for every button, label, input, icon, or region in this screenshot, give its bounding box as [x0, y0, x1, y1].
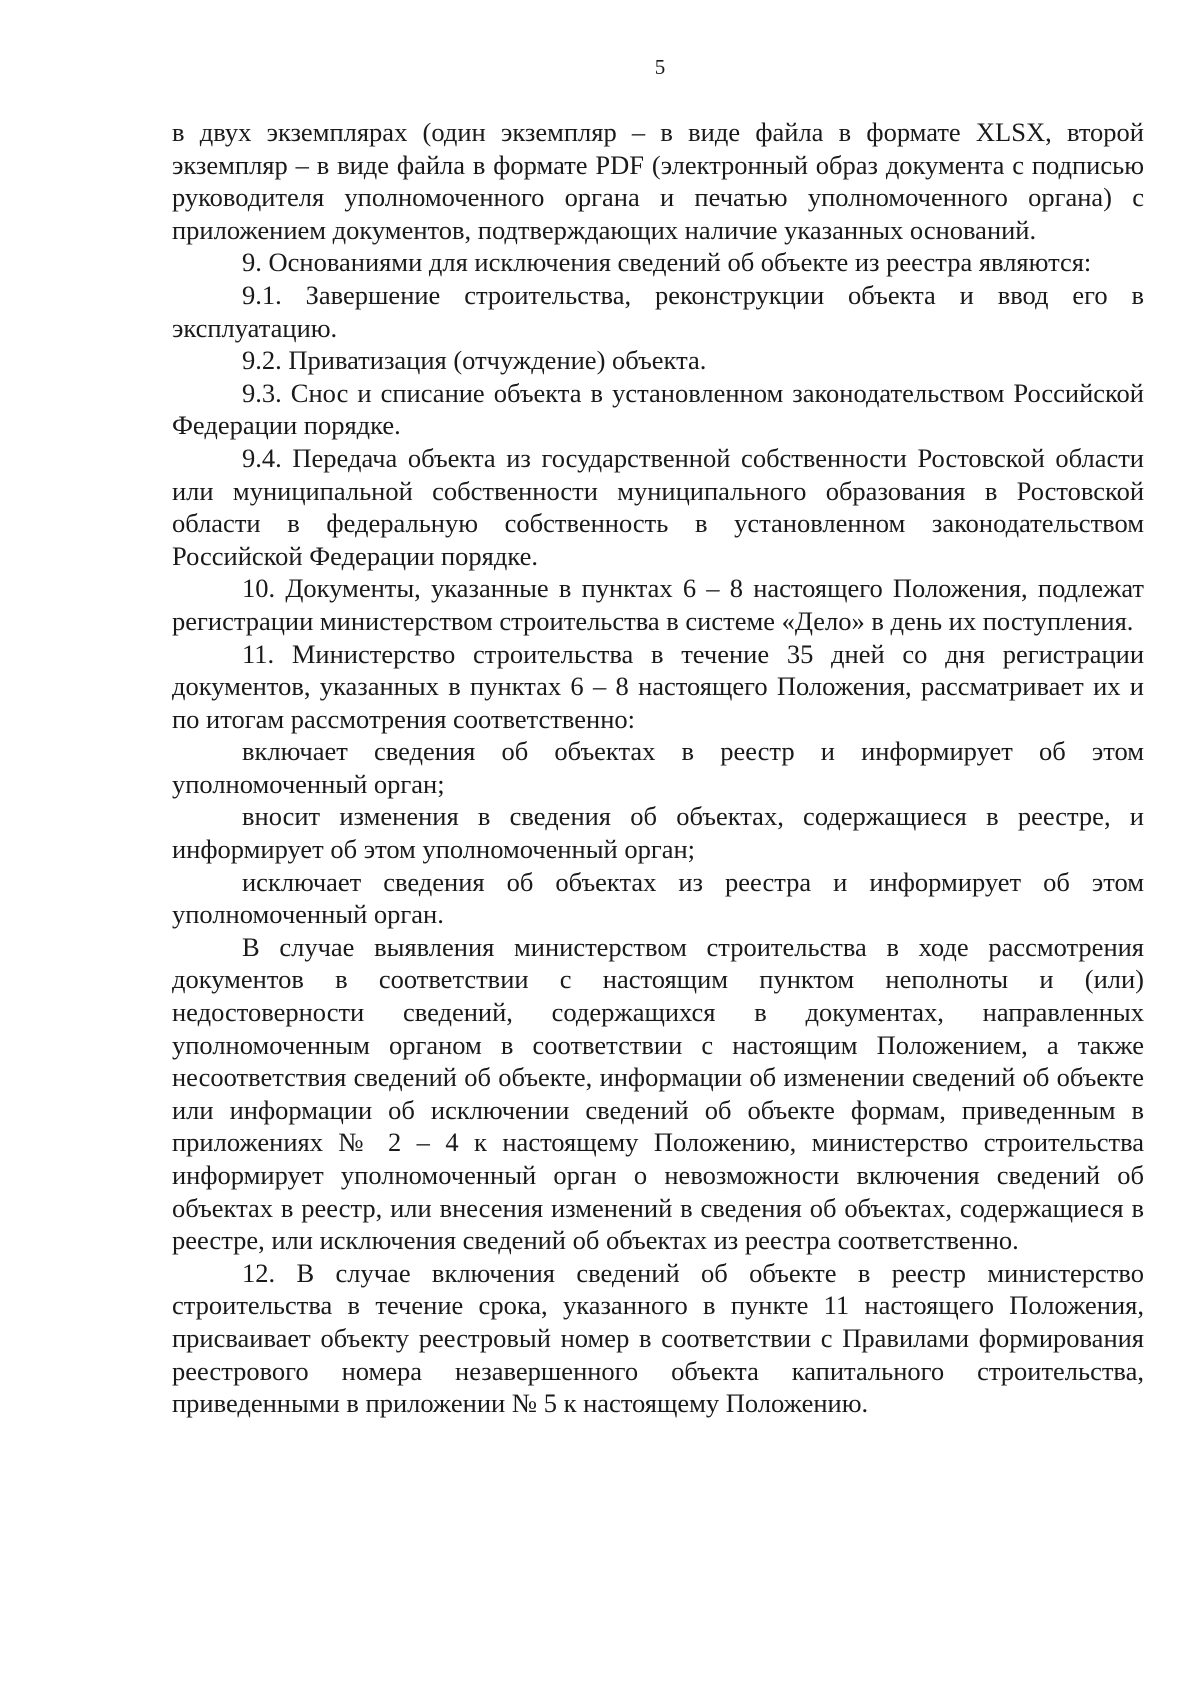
paragraph-9-2: 9.2. Приватизация (отчуждение) объекта.: [242, 345, 707, 376]
document-body: [172, 116, 1144, 1420]
paragraph-12: 12. В случае включения сведений об объекте в реестр министерство строительства в течение срока, указанного в пункте 11 настоящего Положения, присваивает объекту реестровый номер в соответствии с Правилами формирования реестрового номера незавершенного объекта капитального строительства, приведенными в приложении № 5 к настоящему Положению.: [172, 1257, 1144, 1419]
paragraph-10: 10. Документы, указанные в пунктах 6 – 8 настоящего Положения, подлежат регистрации министерством строительства в системе «Дело» в день их поступления.: [172, 573, 1144, 636]
paragraph-11-includes: включает сведения об объектах в реестр и информирует об этом уполномоченный орган;: [172, 736, 1144, 799]
paragraph-11-amends: вносит изменения в сведения об объектах, содержащиеся в реестре, и информирует об этом уполномоченный орган;: [172, 801, 1144, 865]
page-number: 5: [654, 55, 666, 79]
paragraph-11: 11. Министерство строительства в течение 35 дней со дня регистрации документов, указанных в пунктах 6 – 8 настоящего Положения, рассматривает их и по итогам рассмотрения соответственно:: [172, 638, 1144, 734]
paragraph-9-3: 9.3. Снос и списание объекта в установленном законодательством Российской Федерации порядке.: [172, 377, 1144, 441]
paragraph-9-1: 9.1. Завершение строительства, реконструкции объекта и ввод его в эксплуатацию.: [172, 279, 1144, 343]
paragraph-9: 9. Основаниями для исключения сведений об объекте из реестра являются:: [242, 247, 1092, 278]
paragraph-11-excludes: исключает сведения об объектах из реестра и информирует об этом уполномоченный орган.: [172, 866, 1144, 930]
paragraph-11-deficiency: В случае выявления министерством строительства в ходе рассмотрения документов в соответствии с настоящим пунктом неполноты и (или) недостоверности сведений, содержащихся в документах, направленных уполномоченным органом в соответствии с настоящим Положением, а также несоответствия сведений об объекте, информации об изменении сведений об объекте или информации об исключении сведений об объекте формам, приведенным в приложениях № 2 – 4 к настоящему Положению, министерство строительства информирует уполномоченный орган о невозможности включения сведений об объектах в реестр, или внесения изменений в сведения об объектах, содержащиеся в реестре, или исключения сведений об объектах из реестра соответственно.: [172, 931, 1144, 1256]
paragraph-continuation: в двух экземплярах (один экземпляр – в виде файла в формате XLSX, второй экземпляр – в виде файла в формате PDF (электронный образ документа с подписью руководителя уполномоченного органа и печатью уполномоченного органа) с приложением документов, подтверждающих наличие указанных оснований.: [172, 117, 1144, 245]
paragraph-9-4: 9.4. Передача объекта из государственной собственности Ростовской области или муниципальной собственности муниципального образования в Ростовской области в федеральную собственность в установленном законодательством Российской Федерации порядке.: [172, 442, 1144, 571]
